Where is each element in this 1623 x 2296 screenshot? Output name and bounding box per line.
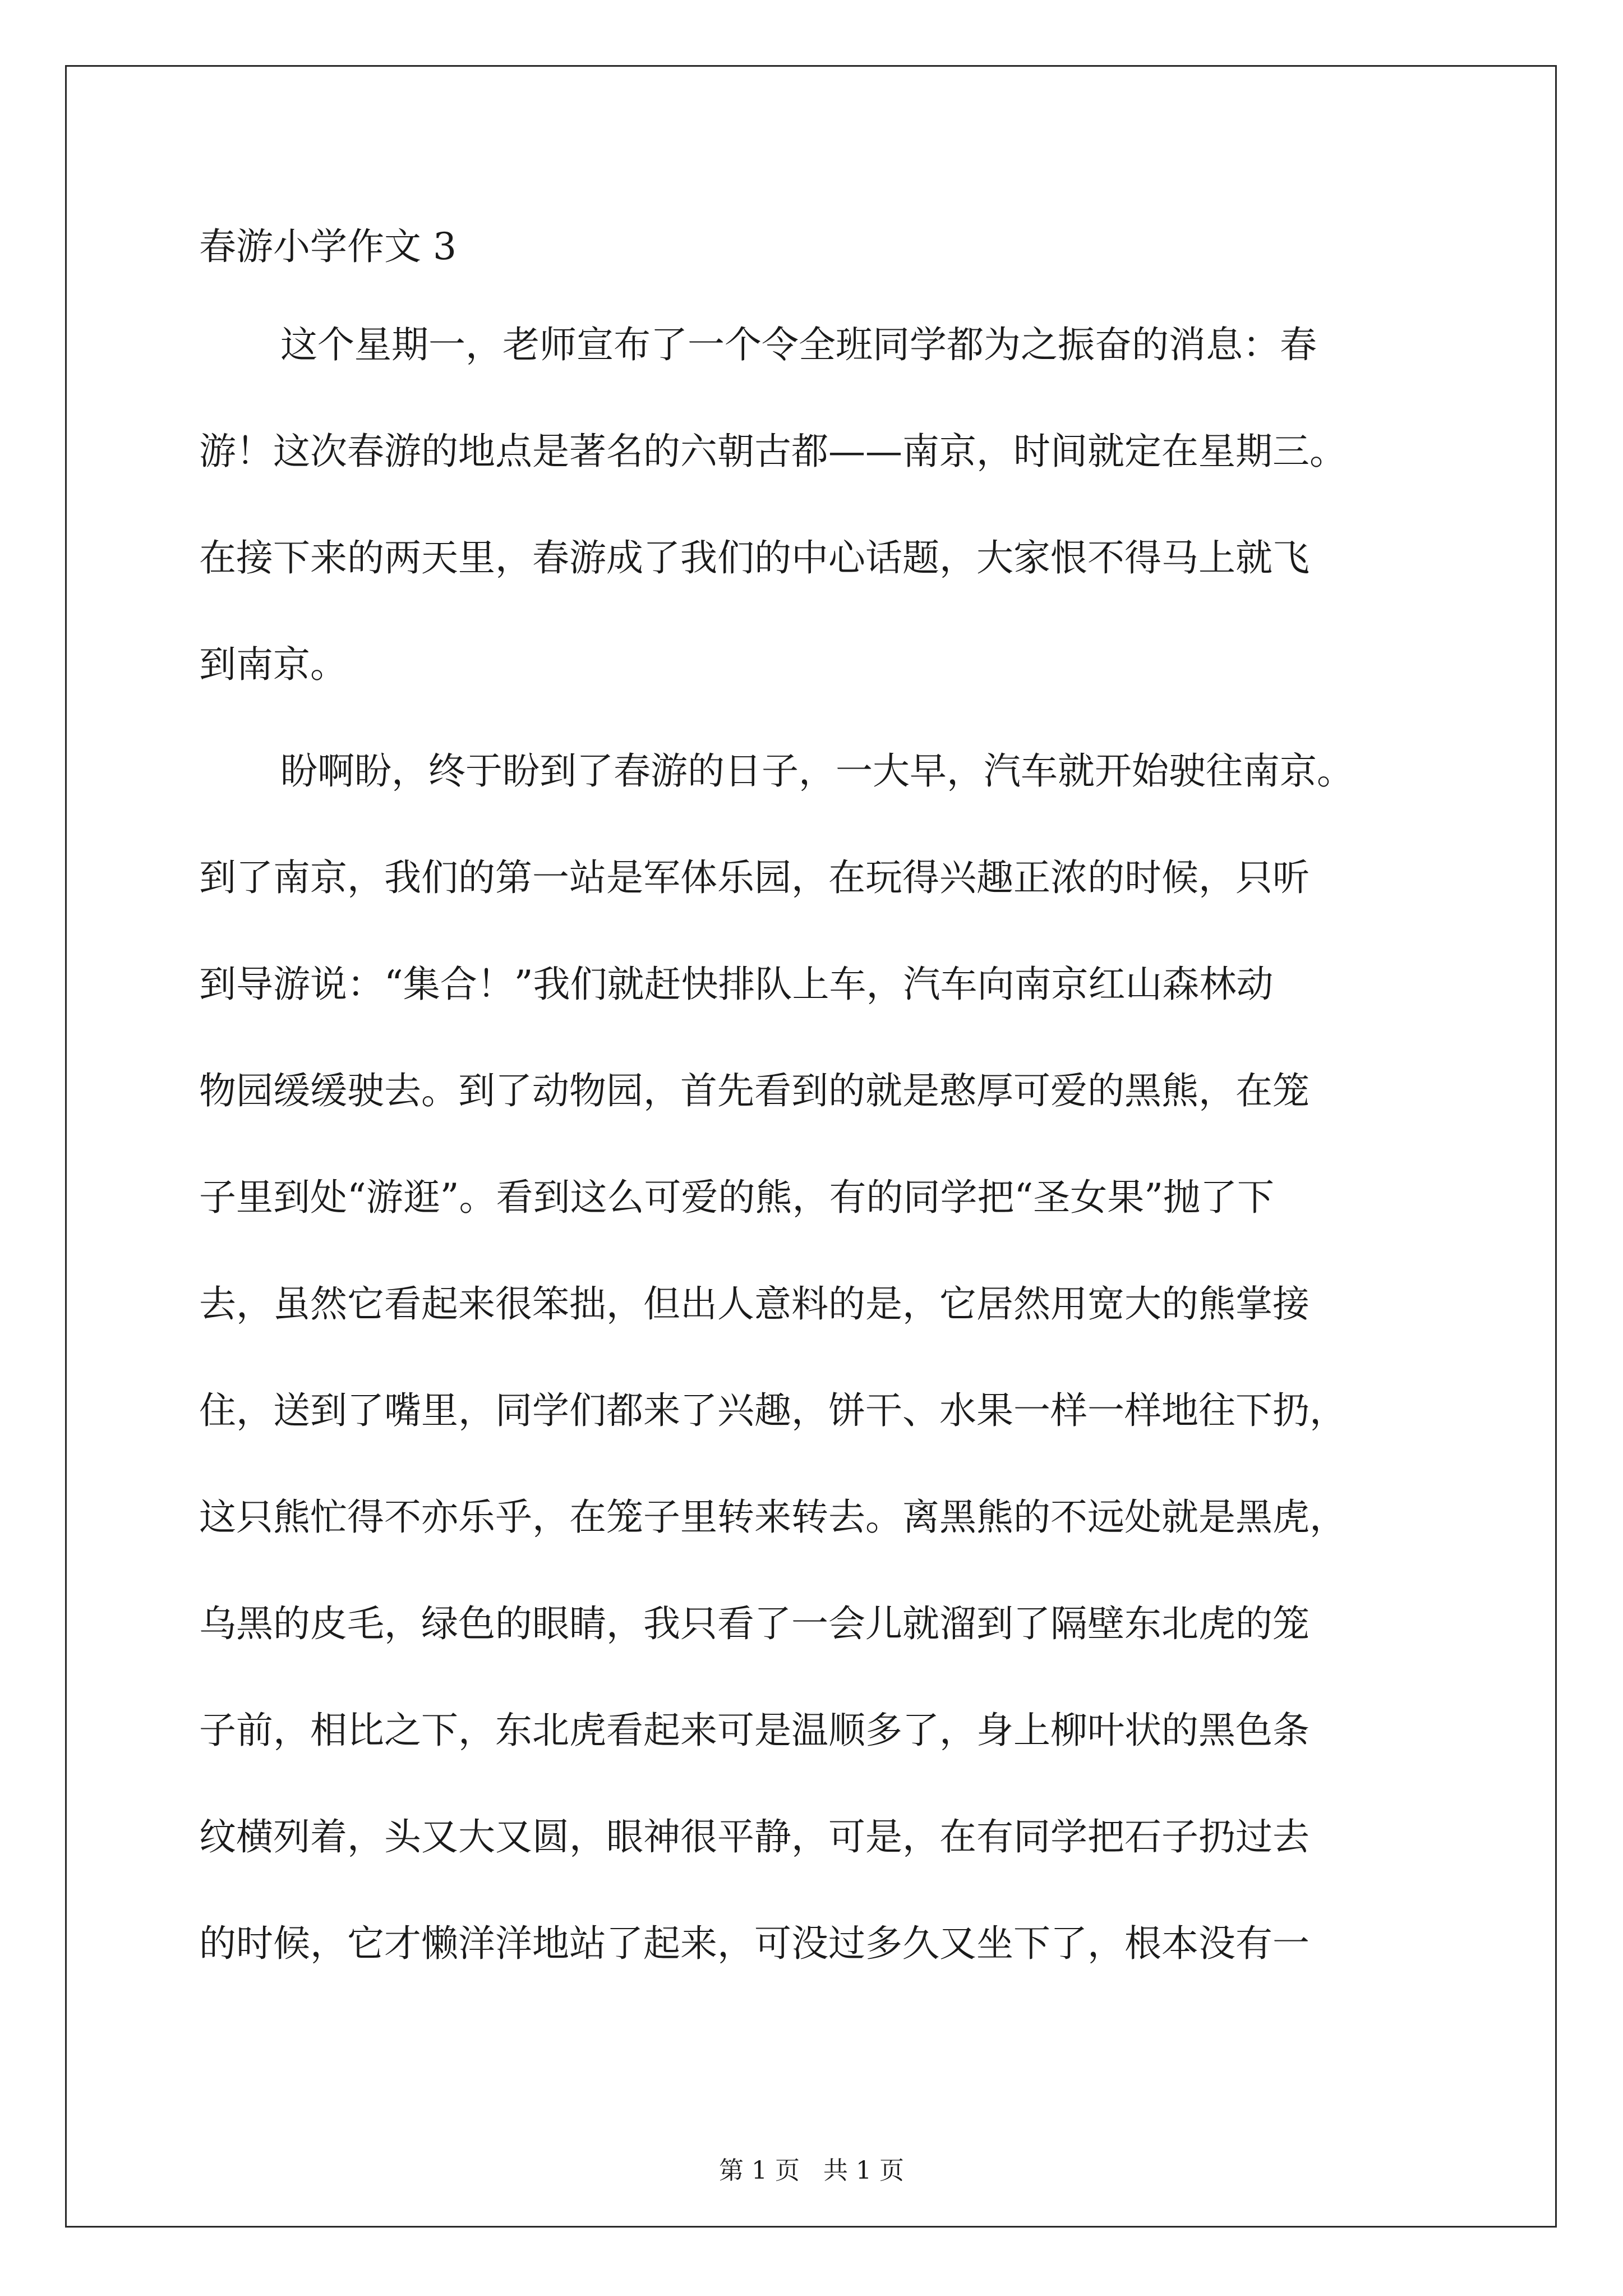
paragraph-1	[199, 292, 1422, 718]
paragraph-line: 这只熊忙得不亦乐乎，在笼子里转来转去。离黑熊的不远处就是黑虎，	[199, 1496, 1347, 1539]
paragraph-line: 游！这次春游的地点是著名的六朝古都——南京，时间就定在星期三。	[199, 430, 1347, 473]
paragraph-line: 子前，相比之下，东北虎看起来可是温顺多了，身上柳叶状的黑色条	[199, 1709, 1310, 1752]
paragraph-line: 纹横列着，头又大又圆，眼神很平静，可是，在有同学把石子扔过去	[199, 1815, 1310, 1858]
paragraph-line: 到导游说：“集合！”我们就赶快排队上车，汽车向南京红山森林动	[199, 963, 1274, 1006]
paragraph-line: 物园缓缓驶去。到了动物园，首先看到的就是憨厚可爱的黑熊，在笼	[199, 1069, 1310, 1112]
paragraph-line: 住，送到了嘴里，同学们都来了兴趣，饼干、水果一样一样地往下扔，	[199, 1389, 1347, 1432]
paragraph-line: 在接下来的两天里，春游成了我们的中心话题，大家恨不得马上就飞	[199, 536, 1310, 579]
paragraph-line: 去，虽然它看起来很笨拙，但出人意料的是，它居然用宽大的熊掌接	[199, 1282, 1310, 1326]
document-title: 春游小学作文 3	[199, 225, 457, 268]
paragraph-line: 的时候，它才懒洋洋地站了起来，可没过多久又坐下了，根本没有一	[199, 1922, 1310, 1965]
paragraph-line: 盼啊盼，终于盼到了春游的日子，一大早，汽车就开始驶往南京。	[280, 749, 1354, 793]
document-body	[199, 213, 1422, 1997]
paragraph-line: 这个星期一，老师宣布了一个令全班同学都为之振奋的消息：春	[280, 323, 1317, 366]
paragraph-2	[199, 718, 1422, 1997]
paragraph-line: 子里到处“游逛”。看到这么可爱的熊，有的同学把“圣女果”抛了下	[199, 1176, 1274, 1219]
paragraph-line: 到了南京，我们的第一站是军体乐园，在玩得兴趣正浓的时候，只听	[199, 856, 1310, 899]
paragraph-line: 乌黑的皮毛，绿色的眼睛，我只看了一会儿就溜到了隔壁东北虎的笼	[199, 1602, 1310, 1645]
paragraph-line: 到南京。	[199, 643, 347, 686]
page-number-footer: 第 1 页 共 1 页	[719, 2156, 904, 2185]
